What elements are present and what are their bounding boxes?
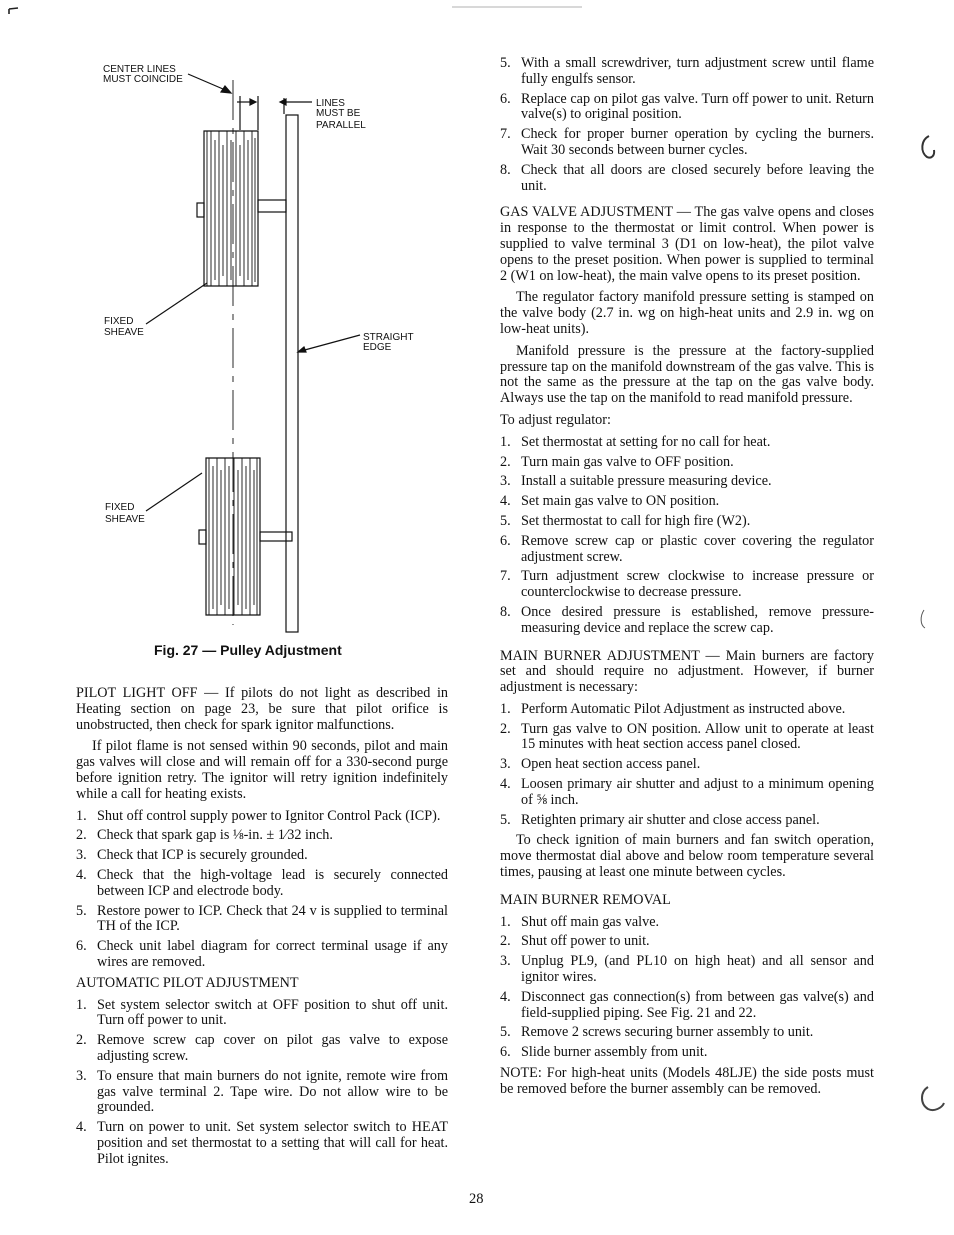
- step-number: 4.: [500, 776, 511, 793]
- gas-valve-heading: GAS VALVE ADJUSTMENT: [500, 204, 673, 221]
- step-number: 6.: [500, 90, 511, 107]
- main-burner-adjustment-paragraph: [500, 649, 874, 696]
- step-text: Check for proper burner operation by cycling the burners. Wait 30 seconds between burner cycles.: [521, 126, 874, 158]
- manifold-pressure-paragraph: Manifold pressure is the pressure at the factory-supplied pressure tap on the manifold downstream of the gas valve. This is not the same as the pressure at the tap on the gas valve body. Always use the tap on the manifold to read manifold pressure.: [500, 342, 874, 407]
- step-number: 3.: [76, 847, 87, 864]
- step-number: 4.: [500, 493, 511, 510]
- step-text: Unplug PL9, (and PL10 on high heat) and all sensor and ignitor wires.: [521, 953, 874, 986]
- list-item: [500, 722, 874, 754]
- step-text: Retighten primary air shutter and close access panel.: [521, 811, 820, 828]
- list-item: [500, 455, 874, 471]
- step-number: 7.: [500, 126, 511, 143]
- step-text: Check that ICP is securely grounded.: [97, 847, 308, 864]
- step-text: Restore power to ICP. Check that 24 v is supplied to terminal TH of the ICP.: [97, 902, 448, 935]
- step-number: 5.: [500, 512, 511, 529]
- step-number: 2.: [76, 827, 87, 844]
- step-text: Shut off main gas valve.: [521, 913, 660, 930]
- bottom-sheave: [199, 458, 292, 615]
- step-number: 8.: [500, 161, 511, 178]
- step-text: Slide burner assembly from unit.: [521, 1044, 708, 1061]
- step-text: Set system selector switch at OFF position to shut off unit. Turn off power to unit.: [97, 996, 448, 1029]
- main-burner-steps-list: [500, 702, 874, 829]
- main-burner-adjustment-heading: MAIN BURNER ADJUSTMENT: [500, 647, 700, 664]
- list-item: [500, 813, 874, 829]
- label-lines-parallel: LINES: [316, 98, 345, 109]
- list-item: [500, 514, 874, 530]
- step-text: Once desired pressure is established, remove pressure-measuring device and replace the screw cap.: [521, 603, 874, 636]
- step-text: Turn adjustment screw clockwise to increase pressure or counterclockwise to decrease pressure.: [521, 568, 874, 601]
- list-item: [500, 474, 874, 490]
- step-text: Set main gas valve to ON position.: [521, 493, 720, 510]
- list-item: [500, 1025, 874, 1041]
- list-item: [500, 534, 874, 566]
- step-text: Remove screw cap cover on pilot gas valve to expose adjusting screw.: [97, 1032, 448, 1064]
- list-item: [500, 1045, 874, 1061]
- label-straight-edge-2: EDGE: [363, 342, 392, 353]
- list-item: [76, 1033, 448, 1065]
- list-item: [76, 809, 448, 825]
- step-text: Check that the high-voltage lead is securely connected between ICP and electrode body.: [97, 866, 448, 899]
- step-text: Replace cap on pilot gas valve. Turn off power to unit. Return valve(s) to original position.: [521, 90, 874, 123]
- label-center-lines: CENTER LINES: [103, 64, 176, 75]
- pilot-light-off-text: — If pilots do not light as described in Heating section on page 23, be sure that pilot orifice is unobstructed, then check for spark ignitor malfunctions.: [76, 685, 448, 733]
- list-item: [500, 702, 874, 718]
- step-text: Set thermostat at setting for no call for heat.: [521, 433, 771, 450]
- step-text: Perform Automatic Pilot Adjustment as instructed above.: [521, 700, 846, 717]
- list-item: [76, 868, 448, 900]
- step-number: 2.: [500, 720, 511, 737]
- list-item: [76, 904, 448, 936]
- label-fixed-sheave-bottom: FIXED: [105, 502, 135, 513]
- straight-edge: [286, 115, 298, 632]
- list-item: [500, 92, 874, 124]
- list-item: [500, 757, 874, 773]
- step-text: Turn gas valve to ON position. Allow unit to operate at least 15 minutes with heat section access panel closed.: [521, 720, 874, 753]
- label-lines-parallel-3: PARALLEL: [316, 120, 366, 131]
- ignition-check-paragraph: To check ignition of main burners and fan switch operation, move thermostat dial above and below room temperature several times, pausing at least one minute between cycles.: [500, 832, 874, 881]
- figure-caption: Fig. 27 — Pulley Adjustment: [154, 642, 342, 658]
- top-sheave: [197, 96, 286, 286]
- step-text: Remove screw cap or plastic cover covering the regulator adjustment screw.: [521, 532, 874, 565]
- step-number: 1.: [500, 700, 511, 717]
- step-text: Loosen primary air shutter and adjust to a minimum opening of ⅝ inch.: [521, 776, 874, 808]
- list-item: [500, 127, 874, 159]
- step-text: With a small screwdriver, turn adjustment screw until flame fully engulfs sensor.: [521, 55, 874, 87]
- label-center-lines-2: MUST COINCIDE: [103, 74, 183, 85]
- label-fixed-sheave-top: FIXED: [104, 316, 134, 327]
- step-text: Turn on power to unit. Set system selector switch to HEAT position and set thermostat to a setting that will call for heat. Pilot ignites.: [97, 1119, 448, 1167]
- left-column: [76, 686, 448, 1173]
- step-number: 4.: [76, 866, 87, 883]
- step-number: 1.: [500, 913, 511, 930]
- list-item: [76, 828, 448, 844]
- label-fixed-sheave-bottom-2: SHEAVE: [105, 514, 145, 525]
- list-item: [500, 494, 874, 510]
- step-number: 1.: [76, 996, 87, 1013]
- step-number: 2.: [500, 933, 511, 950]
- step-number: 5.: [76, 902, 87, 919]
- step-text: Open heat section access panel.: [521, 756, 701, 773]
- list-item: [76, 1120, 448, 1167]
- step-text: Disconnect gas connection(s) from between gas valve(s) and field-supplied piping. See Fig. 21 and 22.: [521, 988, 874, 1021]
- step-text: Turn main gas valve to OFF position.: [521, 453, 734, 470]
- pilot-steps-list: [76, 809, 448, 971]
- main-burner-removal-heading: MAIN BURNER REMOVAL: [500, 891, 671, 908]
- step-number: 3.: [500, 756, 511, 773]
- step-number: 3.: [500, 953, 511, 970]
- step-number: 3.: [76, 1067, 87, 1084]
- auto-pilot-steps-list: [76, 998, 448, 1168]
- step-number: 2.: [76, 1032, 87, 1049]
- step-number: 8.: [500, 603, 511, 620]
- pilot-light-off-paragraph: [76, 686, 448, 733]
- list-item: [500, 990, 874, 1022]
- label-straight-edge: STRAIGHT: [363, 332, 414, 343]
- list-item: [500, 569, 874, 601]
- list-item: [500, 934, 874, 950]
- list-item: [76, 939, 448, 971]
- step-text: Check that spark gap is ⅛-in. ± 1⁄32 inch.: [97, 827, 333, 844]
- list-item: [76, 998, 448, 1030]
- list-item: [500, 435, 874, 451]
- main-burner-adjustment-text: — Main burners are factory set and should require no adjustment. However, if burner adjustment is necessary:: [500, 647, 874, 696]
- gas-valve-text: — The gas valve opens and closes in response to the thermostat or limit control. When power is supplied to valve terminal 3 (D1 on low-heat), the pilot valve opens to the preset position. When power is supplied to terminal 2 (W1 on low-heat), the main valve opens to its preset position.: [500, 204, 874, 284]
- list-item: [500, 777, 874, 809]
- label-fixed-sheave-top-2: SHEAVE: [104, 327, 144, 338]
- step-number: 2.: [500, 453, 511, 470]
- list-item: [500, 954, 874, 986]
- step-text: Check unit label diagram for correct terminal usage if any wires are removed.: [97, 938, 448, 970]
- list-item: [76, 848, 448, 864]
- list-item: [500, 605, 874, 637]
- high-heat-note: NOTE: For high-heat units (Models 48LJE) the side posts must be removed before the burner assembly can be removed.: [500, 1065, 874, 1097]
- step-number: 7.: [500, 568, 511, 585]
- step-number: 5.: [500, 55, 511, 71]
- list-item: [500, 915, 874, 931]
- pulley-adjustment-figure: [0, 0, 440, 640]
- step-number: 6.: [500, 1044, 511, 1061]
- list-item: [500, 56, 874, 88]
- removal-steps-list: [500, 915, 874, 1061]
- step-text: Set thermostat to call for high fire (W2).: [521, 512, 751, 529]
- step-text: Shut off control supply power to Ignitor Control Pack (ICP).: [97, 807, 441, 824]
- step-text: Shut off power to unit.: [521, 933, 650, 950]
- step-number: 1.: [76, 807, 87, 824]
- pilot-light-off-heading: PILOT LIGHT OFF: [76, 685, 198, 701]
- step-text: Install a suitable pressure measuring device.: [521, 473, 772, 490]
- auto-pilot-heading: AUTOMATIC PILOT ADJUSTMENT: [76, 974, 299, 991]
- pilot-flame-paragraph: If pilot flame is not sensed within 90 seconds, pilot and main gas valves will close and will remain off for a 330-second purge before ignition retry. The ignitor will retry ignition indefinitely while a call for heating exists.: [76, 738, 448, 802]
- label-lines-parallel-2: MUST BE: [316, 108, 361, 119]
- step-text: Remove 2 screws securing burner assembly to unit.: [521, 1024, 814, 1041]
- step-number: 4.: [500, 988, 511, 1005]
- step-number: 4.: [76, 1119, 87, 1136]
- gas-valve-paragraph: [500, 205, 874, 284]
- step-number: 1.: [500, 433, 511, 450]
- list-item: [76, 1069, 448, 1116]
- step-number: 6.: [500, 532, 511, 549]
- auto-pilot-steps-continued: [500, 56, 874, 194]
- right-column: [500, 56, 874, 1104]
- step-number: 3.: [500, 473, 511, 490]
- step-number: 5.: [500, 811, 511, 828]
- regulator-setting-paragraph: The regulator factory manifold pressure setting is stamped on the valve body (2.7 in. wg on high-heat units and 2.9 in. wg on low-heat units).: [500, 289, 874, 337]
- step-text: Check that all doors are closed securely before leaving the unit.: [521, 161, 874, 194]
- regulator-steps-list: [500, 435, 874, 637]
- page-number: 28: [469, 1191, 484, 1207]
- step-number: 5.: [500, 1024, 511, 1041]
- adjust-regulator-intro: To adjust regulator:: [500, 411, 611, 428]
- step-text: To ensure that main burners do not ignite, remote wire from gas valve terminal 2. Tape wire. Do not allow wire to be grounded.: [97, 1067, 448, 1116]
- list-item: [500, 163, 874, 195]
- step-number: 6.: [76, 938, 87, 955]
